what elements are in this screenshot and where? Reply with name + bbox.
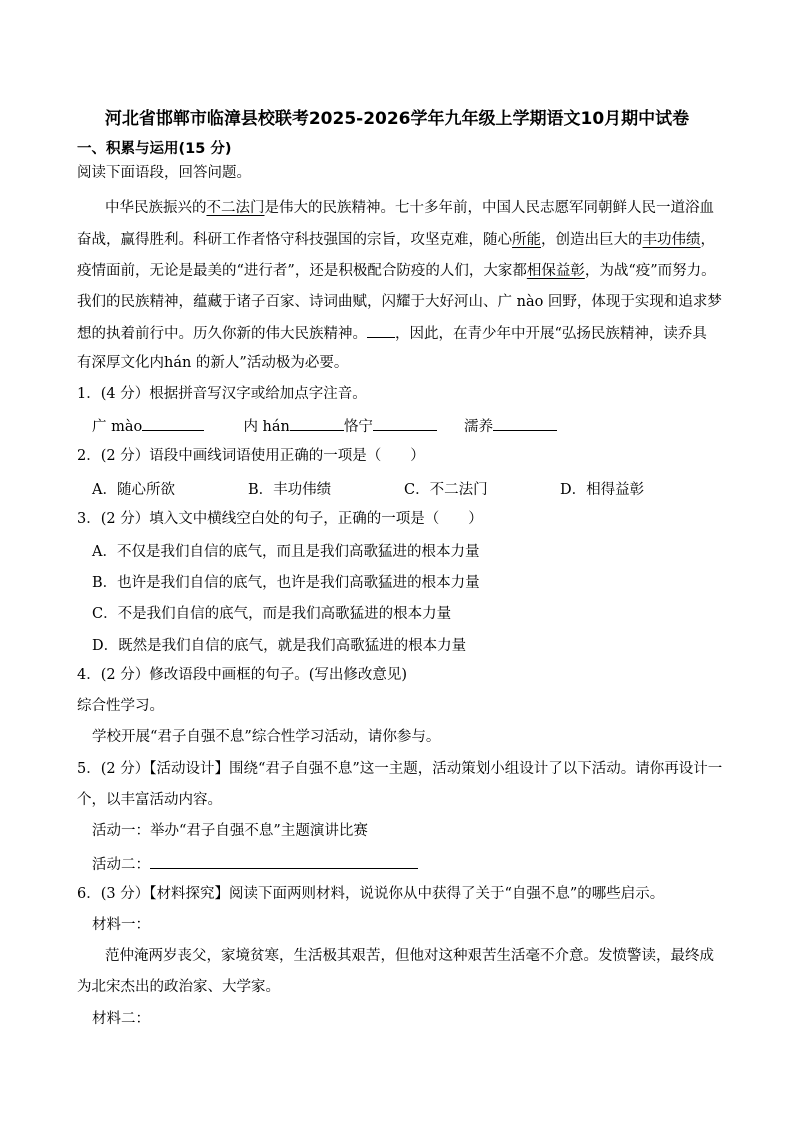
passage-line-2: [77, 230, 715, 250]
passage-line-4: 我们的民族精神，蕴藏于诸子百家、诗词曲赋，闪耀于大好河山、广 nào 回野，体现于实现和追求梦: [77, 294, 722, 310]
passage-text: 想的执着前行中。历久你新的伟大民族精神。: [77, 326, 367, 342]
activity-two-label: 活动二：: [92, 857, 150, 873]
question-3-option-b[interactable]: B．也许是我们自信的底气，也许是我们高歌猛进的根本力量: [92, 575, 480, 591]
question-3-option-a[interactable]: A．不仅是我们自信的底气，而且是我们高歌猛进的根本力量: [92, 544, 480, 560]
underlined-term: 不二法门: [206, 200, 265, 216]
underlined-term: 相保益彰: [526, 263, 585, 279]
passage-text: 是伟大的民族精神。七十多年前，中国人民志愿军同朝鲜人民一道浴血: [264, 200, 714, 216]
question-1-blanks: [92, 415, 557, 437]
section-heading: 一、积累与运用(15 分): [77, 141, 232, 157]
question-2-option-b[interactable]: B．丰功伟绩: [248, 482, 332, 498]
activity-one: 活动一：举办“君子自强不息”主题演讲比赛: [92, 823, 368, 839]
question-6-stem: 6．(3 分）【材料探究】阅读下面两则材料，说说你从中获得了关于“自强不息”的哪些启示。: [77, 886, 665, 902]
activity-intro: 学校开展“君子自强不息”综合性学习活动，请你参与。: [92, 729, 441, 745]
passage-line-1: [105, 198, 714, 218]
word-label: 恪宁: [343, 419, 373, 435]
material-one-line-2: 为北宋杰出的政治家、大学家。: [77, 979, 280, 995]
answer-blank[interactable]: [493, 415, 557, 431]
passage-line-5: [77, 322, 707, 344]
answer-blank[interactable]: [142, 415, 204, 431]
passage-line-3: [77, 261, 716, 281]
exam-title: 河北省邯郸市临漳县校联考2025-2026学年九年级上学期语文10月期中试卷: [104, 109, 690, 129]
passage-text: ，因此，在青少年中开展“弘扬民族精神，读乔具: [395, 326, 707, 342]
question-3-option-c[interactable]: C．不是我们自信的底气，而是我们高歌猛进的根本力量: [92, 606, 452, 622]
word-label: 濡养: [464, 419, 494, 435]
activity-two: [92, 853, 418, 875]
question-5-stem: 5．(2 分）【活动设计】围绕“君子自强不息”这一主题，活动策划小组设计了以下活动。请你再设计一: [77, 761, 723, 777]
pinyin-label: 广 mào: [92, 419, 143, 435]
passage-text: 奋战，赢得胜利。科研工作者恪守科技强国的宗旨，攻坚克难，随心: [77, 232, 512, 248]
passage-text: 中华民族振兴的: [105, 200, 207, 216]
question-2-stem: 2．(2 分）语段中画线词语使用正确的一项是（ ）: [77, 448, 425, 464]
intro-text: 阅读下面语段，回答问题。: [77, 165, 251, 181]
passage-line-6: 有深厚文化内hán 的新人”活动极为必要。: [77, 355, 349, 371]
question-2-option-d[interactable]: D．相得益彰: [560, 482, 645, 498]
question-3-option-d[interactable]: D．既然是我们自信的底气，就是我们高歌猛进的根本力量: [92, 638, 467, 654]
comprehensive-heading: 综合性学习。: [77, 698, 164, 714]
material-one-line-1: 范仲淹两岁丧父，家境贫寒，生活极其艰苦，但他对这种艰苦生活毫不介意。发愤警读，最终成: [105, 948, 714, 964]
underlined-term: 丰功伟绩: [642, 232, 701, 248]
question-5-stem-cont: 个，以丰富活动内容。: [77, 792, 222, 808]
fill-blank[interactable]: [367, 322, 395, 338]
answer-blank[interactable]: [373, 415, 437, 431]
answer-blank[interactable]: [150, 853, 418, 869]
passage-text: ，: [700, 232, 715, 248]
pinyin-label: 内 hán: [243, 419, 290, 435]
material-two-label: 材料二：: [92, 1011, 150, 1027]
passage-text: 疫情面前，无论是最美的“进行者”，还是积极配合防疫的人们，大家都: [77, 263, 527, 279]
underlined-term: 所能: [512, 232, 541, 248]
question-3-stem: 3．(2 分）填入文中横线空白处的句子，正确的一项是（ ）: [77, 511, 483, 527]
question-2-option-a[interactable]: A．随心所欲: [92, 482, 175, 498]
question-4-stem: 4．(2 分）修改语段中画框的句子。(写出修改意见): [77, 667, 408, 683]
question-1-stem: 1．(4 分）根据拼音写汉字或给加点字注音。: [77, 386, 367, 402]
answer-blank[interactable]: [290, 415, 344, 431]
question-2-option-c[interactable]: C．不二法门: [404, 482, 488, 498]
material-one-label: 材料一：: [92, 917, 150, 933]
passage-text: ，为战“疫”而努力。: [584, 263, 716, 279]
passage-text: ，创造出巨大的: [541, 232, 643, 248]
